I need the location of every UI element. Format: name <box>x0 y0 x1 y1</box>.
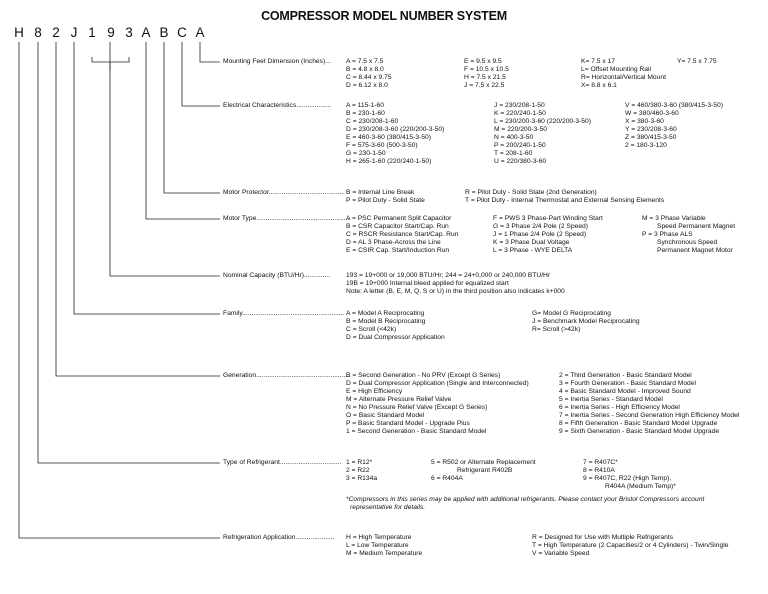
code-letter-electrical: C <box>177 25 187 40</box>
option-item: V = 460/380-3-60 (380/415-3-50) <box>625 102 723 109</box>
code-letter-motor-protector: B <box>159 25 169 40</box>
footnote-line: *Compressors in this series may be applied with additional refrigerants. Please contact your Bristol Compressors account <box>346 496 705 503</box>
option-item: A = 7.5 x 7.5 <box>346 58 384 65</box>
code-letter-type-of-refrigerant: 8 <box>34 25 42 40</box>
option-item: P = Pilot Duty - Solid State <box>346 197 425 204</box>
section-label: Refrigeration Application..................... <box>223 534 335 541</box>
option-item: M = 3 Phase Variable <box>642 215 706 222</box>
option-item: 2 = 180-3-120 <box>625 142 667 149</box>
connector-motor-protector <box>164 42 220 193</box>
option-item: E = High Efficiency <box>346 388 403 395</box>
option-item: G = 3 Phase 2/4 Pole (2 Speed) <box>493 223 588 230</box>
option-item: P = Basic Standard Model - Upgrade Plus <box>346 420 470 427</box>
option-item: 1 = R12* <box>346 459 373 466</box>
option-item: H = 7.5 x 21.5 <box>464 74 506 81</box>
option-item: R= Scroll (>42k) <box>532 326 581 333</box>
option-item: F = 575-3-60 (500-3-50) <box>346 142 418 149</box>
section-label: Family....................................................... <box>223 310 345 317</box>
option-item: L = Low Temperature <box>346 542 409 549</box>
option-column <box>581 58 666 90</box>
option-item: E = CSIR Cap. Start/Induction Run <box>346 247 450 254</box>
option-item: 3 = R134a <box>346 475 378 482</box>
option-column <box>346 534 422 558</box>
option-column <box>642 215 735 255</box>
section-label: Generation................................................... <box>223 372 351 379</box>
option-item: Synchronous Speed <box>657 239 718 246</box>
option-item: B = 230-1-60 <box>346 110 385 117</box>
code-letter-capacity-2: 9 <box>107 25 115 40</box>
connector-mounting-feet <box>200 42 220 62</box>
option-item: B = Second Generation - No PRV (Except G Series) <box>346 372 501 379</box>
option-item: J = 1 Phase 2/4 Pole (2 Speed) <box>493 231 587 238</box>
option-item: D = 230/208-3-60 (220/200-3-50) <box>346 126 445 133</box>
option-item: P = 3 Phase ALS <box>642 231 693 238</box>
option-item: J = 7.5 x 22.5 <box>464 82 505 89</box>
option-item: 8 = Fifth Generation - Basic Standard Model Upgrade <box>559 420 718 427</box>
option-item: Y = 230/208-3-60 <box>625 126 677 133</box>
option-item: T = 208-1-60 <box>494 150 533 157</box>
option-item: 7 = Inertia Series - Second Generation High Efficiency Model <box>559 412 740 419</box>
option-item: A = Model A Reciprocating <box>346 310 425 317</box>
option-item: 9 = Sixth Generation - Basic Standard Model Upgrade <box>559 428 720 435</box>
option-item: 5 = R502 or Alternate Replacement <box>431 459 536 466</box>
option-column <box>346 102 444 166</box>
option-column <box>346 215 458 255</box>
option-item: 2 = R22 <box>346 467 370 474</box>
option-item: B = 4.8 x 8.0 <box>346 66 384 73</box>
option-item: B = Internal Line Break <box>346 189 415 196</box>
option-item: 9 = R407C, R22 (High Temp), <box>583 475 672 482</box>
section-label: Nominal Capacity (BTU/Hr).............. <box>223 272 331 279</box>
connector-family <box>74 42 220 314</box>
option-item: C = Scroll (<42k) <box>346 326 397 333</box>
option-item: M = Medium Temperature <box>346 550 423 557</box>
option-item: D = 6.12 x 8.0 <box>346 82 388 89</box>
option-item: Note: A letter (B, E, M, Q, S or U) in the third position also indicates k+000 <box>346 288 565 295</box>
option-item: 7 = R407C* <box>583 459 618 466</box>
code-letter-family: J <box>70 25 78 40</box>
option-item: 3 = Fourth Generation - Basic Standard Model <box>559 380 696 387</box>
option-item: W = 380/460-3-60 <box>625 110 679 117</box>
option-item: F = 10.5 x 10.5 <box>464 66 509 73</box>
option-item: C = RSCR Resistance Start/Cap. Run <box>346 231 459 238</box>
option-item: U = 220/380-3-60 <box>494 158 547 165</box>
option-item: 6 = R404A <box>431 475 463 482</box>
option-item: D = Dual Compressor Application (Single and Interconnected) <box>346 380 529 387</box>
footnote-line: representative for details. <box>350 504 426 511</box>
option-column <box>583 459 676 491</box>
section-label: Motor Type.................................................. <box>223 215 350 222</box>
option-item: A = PSC Permanent Split Capacitor <box>346 215 452 222</box>
section-label: Mounting Feet Dimension (Inches)... <box>223 58 331 65</box>
option-item: C = 8.44 x 9.75 <box>346 74 392 81</box>
option-item: R404A (Medium Temp)* <box>605 483 676 490</box>
option-item: 8 = R410A <box>583 467 615 474</box>
option-item: C = 230/208-1-60 <box>346 118 399 125</box>
option-column <box>346 459 377 483</box>
option-column <box>346 189 425 205</box>
option-item: N = No Pressure Relief Valve (Except G Series) <box>346 404 488 411</box>
connector-refrigeration-application <box>19 42 220 538</box>
option-item: M = 220/200-3-50 <box>494 126 547 133</box>
option-item: O = Basic Standard Model <box>346 412 425 419</box>
code-letter-generation: 2 <box>52 25 60 40</box>
option-item: 19B = 19+000 Internal bleed applied for equalized start <box>346 280 509 287</box>
option-column <box>346 58 392 90</box>
option-item: 193 = 19+000 or 19,000 BTU/Hr; 244 = 24+0,000 or 240,000 BTU/Hr <box>346 272 551 279</box>
option-item: G= Model G Reciprocating <box>532 310 611 317</box>
option-item: 2 = Third Generation - Basic Standard Model <box>559 372 692 379</box>
option-item: Y= 7.5 x 7.75 <box>677 58 717 65</box>
option-column <box>465 189 664 205</box>
option-item: Permanent Magnet Motor <box>657 247 733 254</box>
option-item: T = Pilot Duty - Internal Thermostat and External Sensing Elements <box>465 197 665 204</box>
section-label: Motor Protector......................................... <box>223 189 345 196</box>
option-item: H = 265-1-60 (220/240-1-50) <box>346 158 432 165</box>
connector-nominal-capacity <box>110 42 220 276</box>
connector-electrical <box>182 42 220 106</box>
option-item: B = Model B Reciprocating <box>346 318 426 325</box>
option-item: B = CSR Capacitor Start/Cap. Run <box>346 223 449 230</box>
option-item: J = Benchmark Model Reciprocating <box>532 318 640 325</box>
option-item: K = 3 Phase Dual Voltage <box>493 239 570 246</box>
option-item: A = 115-1-60 <box>346 102 384 109</box>
option-item: 4 = Basic Standard Model - Improved Sound <box>559 388 691 395</box>
option-item: R= Horizontal/Vertical Mount <box>581 74 666 81</box>
option-column <box>625 102 723 150</box>
code-letter-capacity-3: 3 <box>125 25 133 40</box>
option-item: 6 = Inertia Series - High Efficiency Model <box>559 404 680 411</box>
option-item: Refrigerant R402B <box>457 467 513 474</box>
option-item: H = High Temperature <box>346 534 412 541</box>
option-item: D = Dual Compressor Application <box>346 334 445 341</box>
option-item: N = 400-3-50 <box>494 134 534 141</box>
option-item: Speed Permanent Magnet <box>657 223 736 230</box>
connector-type-of-refrigerant <box>38 42 220 463</box>
code-letter-motor-type: A <box>141 25 151 40</box>
code-letter-capacity-1: 1 <box>88 25 96 40</box>
option-column <box>559 372 739 436</box>
option-item: D = AL 3 Phase-Across the Line <box>346 239 441 246</box>
code-letter-mounting-feet: A <box>195 25 205 40</box>
option-item: E = 9.5 x 9.5 <box>464 58 502 65</box>
option-item: V = Variable Speed <box>532 550 590 557</box>
refrigerant-footnote <box>346 496 704 512</box>
code-letter-refrigeration-application: H <box>14 25 24 40</box>
option-item: L = 230/200-3-60 (220/200-3-50) <box>494 118 591 125</box>
option-item: K= 7.5 x 17 <box>581 58 616 65</box>
option-column <box>431 459 536 483</box>
option-item: M = Alternate Pressure Relief Valve <box>346 396 452 403</box>
option-item: R = Pilot Duty - Solid State (2nd Generation) <box>465 189 597 196</box>
option-column <box>493 215 603 255</box>
option-item: T = High Temperature (2 Capacities/2 or 4 Cylinders) - Twin/Single <box>532 542 729 549</box>
option-item: J = 230/208-1-50 <box>494 102 545 109</box>
option-item: L = 3 Phase - WYE DELTA <box>493 247 573 254</box>
option-item: R = Designed for Use with Multiple Refrigerants <box>532 534 674 541</box>
option-item: 5 = Inertia Series - Standard Model <box>559 396 663 403</box>
option-item: Z = 380/415-3-50 <box>625 134 677 141</box>
option-column <box>346 272 565 296</box>
page-title: COMPRESSOR MODEL NUMBER SYSTEM <box>261 9 507 23</box>
option-item: E = 460-3-60 (380/415-3-50) <box>346 134 431 141</box>
connector-generation <box>56 42 220 376</box>
option-item: K = 220/240-1-50 <box>494 110 546 117</box>
option-column <box>346 310 445 342</box>
option-item: X= 8.8 x 6.1 <box>581 82 617 89</box>
option-item: F = PWS 3 Phase-Part Winding Start <box>493 215 603 222</box>
option-item: L= Offset Mounting Rail <box>581 66 651 73</box>
option-column <box>464 58 509 90</box>
option-item: G = 230-1-50 <box>346 150 386 157</box>
option-column <box>346 372 529 436</box>
option-item: 1 = Second Generation - Basic Standard Model <box>346 428 487 435</box>
option-column <box>532 534 728 558</box>
section-label: Electrical Characteristics................... <box>223 102 332 109</box>
connector-motor-type <box>146 42 220 219</box>
option-item: P = 200/240-1-50 <box>494 142 546 149</box>
option-column <box>677 58 717 66</box>
option-column <box>532 310 640 334</box>
section-label: Type of Refrigerant................................. <box>223 459 342 466</box>
capacity-bracket <box>92 57 129 62</box>
option-item: X = 380-3-60 <box>625 118 664 125</box>
option-column <box>494 102 591 166</box>
